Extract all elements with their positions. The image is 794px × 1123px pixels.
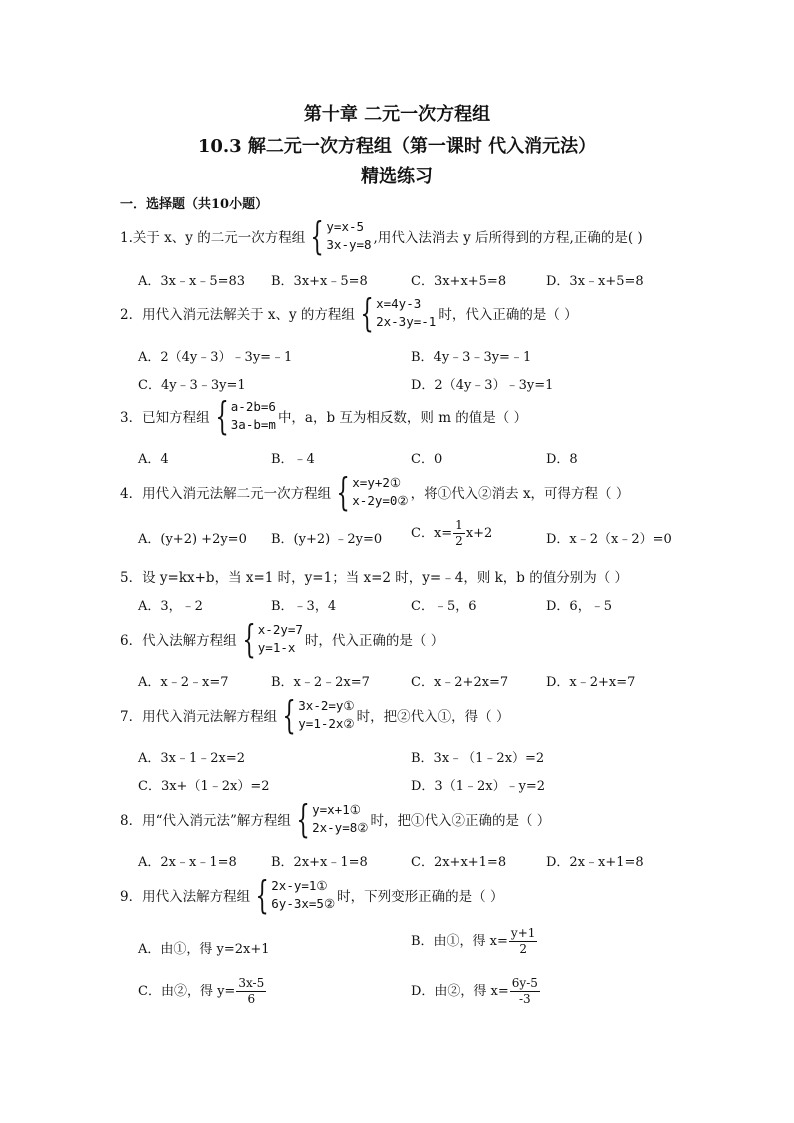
question-6 bbox=[120, 617, 445, 661]
option-c[interactable]: C．0 bbox=[411, 452, 443, 467]
option-b[interactable]: B．﹣4 bbox=[271, 452, 315, 467]
option-d[interactable]: D．2x﹣x+1=8 bbox=[546, 855, 644, 870]
question-4-stem: 4．用代入消元法解二元一次方程组 bbox=[120, 486, 332, 502]
brace-icon: { bbox=[282, 693, 296, 737]
option-b-prefix: B．由①，得 x= bbox=[411, 934, 508, 949]
equation-2: y=1-2x② bbox=[298, 716, 355, 731]
option-d[interactable]: D．x﹣2（x﹣2）=0 bbox=[546, 532, 672, 547]
option-c-prefix: C．由②，得 y= bbox=[138, 984, 236, 999]
fraction-numerator: y+1 bbox=[510, 926, 536, 940]
equation-system bbox=[333, 470, 409, 514]
question-3 bbox=[120, 394, 528, 438]
option-c-suffix: x+2 bbox=[465, 526, 493, 541]
equation-1: a-2b=6 bbox=[230, 399, 276, 414]
question-7-tail: 时，把②代入①，得（ ） bbox=[356, 709, 510, 725]
equation-2: x-2y=0② bbox=[352, 493, 409, 508]
fraction bbox=[510, 976, 540, 1007]
equation-2: 3x-y=8 bbox=[326, 237, 372, 252]
practice-title: 精选练习 bbox=[361, 166, 433, 187]
fraction-numerator: 1 bbox=[455, 518, 463, 532]
brace-icon: { bbox=[336, 470, 350, 514]
option-a[interactable]: A．(y+2) +2y=0 bbox=[138, 532, 247, 547]
question-1-stem: 1.关于 x、y 的二元一次方程组 bbox=[120, 230, 306, 246]
option-c[interactable]: C．3x+x+5=8 bbox=[411, 274, 507, 289]
option-b[interactable]: B．x﹣2﹣2x=7 bbox=[271, 675, 370, 690]
question-6-stem: 6．代入法解方程组 bbox=[120, 633, 237, 649]
question-3-stem: 3．已知方程组 bbox=[120, 410, 210, 426]
option-c[interactable] bbox=[138, 976, 267, 1007]
question-4 bbox=[120, 470, 630, 514]
fraction-numerator: 6y-5 bbox=[511, 976, 538, 990]
option-c[interactable]: C．3x+（1﹣2x）=2 bbox=[138, 779, 270, 794]
question-6-tail: 时，代入正确的是（ ） bbox=[304, 633, 445, 649]
equation-1: x-2y=7 bbox=[257, 622, 303, 637]
option-b[interactable]: B．3x+x﹣5=8 bbox=[271, 274, 368, 289]
question-2-stem: 2．用代入消元法解关于 x、y 的方程组 bbox=[120, 307, 355, 323]
option-d[interactable] bbox=[411, 976, 541, 1007]
option-d[interactable]: D．6，﹣5 bbox=[546, 599, 612, 614]
equation-2: 2x-3y=-1 bbox=[376, 314, 437, 329]
section-heading: 一．选择题（共10小题） bbox=[120, 197, 269, 212]
question-8 bbox=[120, 797, 551, 841]
fraction-denominator: -3 bbox=[518, 992, 531, 1006]
equation-system bbox=[293, 797, 369, 841]
option-c[interactable]: C．2x+x+1=8 bbox=[411, 855, 507, 870]
option-a[interactable]: A．3x﹣x﹣5=83 bbox=[138, 274, 246, 289]
option-a[interactable]: A．2（4y﹣3）﹣3y=﹣1 bbox=[138, 350, 293, 365]
fraction-numerator: 3x-5 bbox=[238, 976, 265, 990]
option-d[interactable]: D．2（4y﹣3）﹣3y=1 bbox=[411, 378, 554, 393]
option-d[interactable]: D．x﹣2+x=7 bbox=[546, 675, 636, 690]
equation-system bbox=[252, 873, 336, 917]
option-b[interactable] bbox=[411, 926, 538, 957]
option-c-prefix: C．x= bbox=[411, 526, 453, 541]
fraction-denominator: 6 bbox=[247, 992, 256, 1006]
equation-system bbox=[239, 617, 303, 661]
option-c[interactable]: C．﹣5，6 bbox=[411, 599, 477, 614]
brace-icon: { bbox=[296, 797, 310, 841]
question-8-stem: 8．用“代入消元法”解方程组 bbox=[120, 813, 291, 829]
question-4-tail: ，将①代入②消去 x，可得方程（ ） bbox=[410, 486, 630, 502]
equation-1: y=x-5 bbox=[326, 219, 365, 234]
equation-1: x=y+2① bbox=[352, 475, 402, 490]
question-7-stem: 7．用代入消元法解方程组 bbox=[120, 709, 278, 725]
question-2 bbox=[120, 291, 578, 335]
fraction bbox=[236, 976, 266, 1007]
equation-2: 3a-b=m bbox=[230, 417, 276, 432]
question-8-tail: 时，把①代入②正确的是（ ） bbox=[370, 813, 551, 829]
option-d[interactable]: D．3x﹣x+5=8 bbox=[546, 274, 644, 289]
option-b[interactable]: B．2x+x﹣1=8 bbox=[271, 855, 368, 870]
equation-system bbox=[212, 394, 276, 438]
fraction bbox=[509, 926, 537, 957]
option-a[interactable]: A．x﹣2﹣x=7 bbox=[138, 675, 229, 690]
equation-1: 2x-y=1① bbox=[271, 878, 328, 893]
question-3-tail: 中，a，b 互为相反数，则 m 的值是（ ） bbox=[277, 410, 528, 426]
equation-2: 2x-y=8② bbox=[312, 820, 369, 835]
option-b[interactable]: B．(y+2) ﹣2y=0 bbox=[271, 532, 383, 547]
question-9-stem: 9．用代入法解方程组 bbox=[120, 889, 251, 905]
question-1-tail: ,用代入法消去 y 后所得到的方程,正确的是( ) bbox=[373, 230, 643, 246]
option-d[interactable]: D．3（1﹣2x）﹣y=2 bbox=[411, 779, 546, 794]
brace-icon: { bbox=[215, 394, 229, 438]
option-d[interactable]: D．8 bbox=[546, 452, 578, 467]
option-b[interactable]: B．4y﹣3﹣3y=﹣1 bbox=[411, 350, 532, 365]
question-5 bbox=[120, 566, 628, 586]
question-1 bbox=[120, 214, 643, 258]
question-5-stem: 5．设 y=kx+b，当 x=1 时，y=1；当 x=2 时，y=﹣4，则 k，b 的值分别为（ ） bbox=[120, 570, 629, 586]
option-d-prefix: D．由②，得 x= bbox=[411, 984, 509, 999]
option-a[interactable]: A．2x﹣x﹣1=8 bbox=[138, 855, 237, 870]
brace-icon: { bbox=[255, 873, 269, 917]
question-9 bbox=[120, 873, 504, 917]
fraction-denominator: 2 bbox=[455, 534, 463, 548]
equation-system bbox=[279, 693, 355, 737]
brace-icon: { bbox=[242, 617, 256, 661]
option-c[interactable] bbox=[411, 518, 492, 549]
equation-2: y=1-x bbox=[257, 640, 296, 655]
question-7 bbox=[120, 693, 510, 737]
equation-1: 3x-2=y① bbox=[298, 698, 355, 713]
option-a[interactable]: A．3x﹣1﹣2x=2 bbox=[138, 751, 246, 766]
equation-1: y=x+1① bbox=[312, 802, 361, 817]
option-a[interactable]: A．由①，得 y=2x+1 bbox=[138, 942, 270, 957]
equation-1: x=4y-3 bbox=[376, 296, 422, 311]
equation-system bbox=[357, 291, 437, 335]
question-2-tail: 时，代入正确的是（ ） bbox=[438, 307, 578, 323]
equation-system bbox=[307, 214, 372, 258]
fraction-denominator: 2 bbox=[519, 942, 527, 956]
brace-icon: { bbox=[360, 291, 374, 335]
equation-2: 6y-3x=5② bbox=[271, 896, 336, 911]
fraction bbox=[453, 518, 465, 549]
option-b[interactable]: B．3x﹣（1﹣2x）=2 bbox=[411, 751, 545, 766]
option-c[interactable]: C．x﹣2+2x=7 bbox=[411, 675, 509, 690]
option-b[interactable]: B．﹣3，4 bbox=[271, 599, 337, 614]
lesson-title: 10.3 解二元一次方程组（第一课时 代入消元法） bbox=[197, 136, 597, 157]
option-c[interactable]: C．4y﹣3﹣3y=1 bbox=[138, 378, 246, 393]
option-a[interactable]: A．4 bbox=[138, 452, 169, 467]
option-a[interactable]: A．3，﹣2 bbox=[138, 599, 203, 614]
chapter-title: 第十章 二元一次方程组 bbox=[303, 104, 491, 125]
brace-icon: { bbox=[310, 214, 324, 258]
question-9-tail: 时，下列变形正确的是（ ） bbox=[337, 889, 504, 905]
